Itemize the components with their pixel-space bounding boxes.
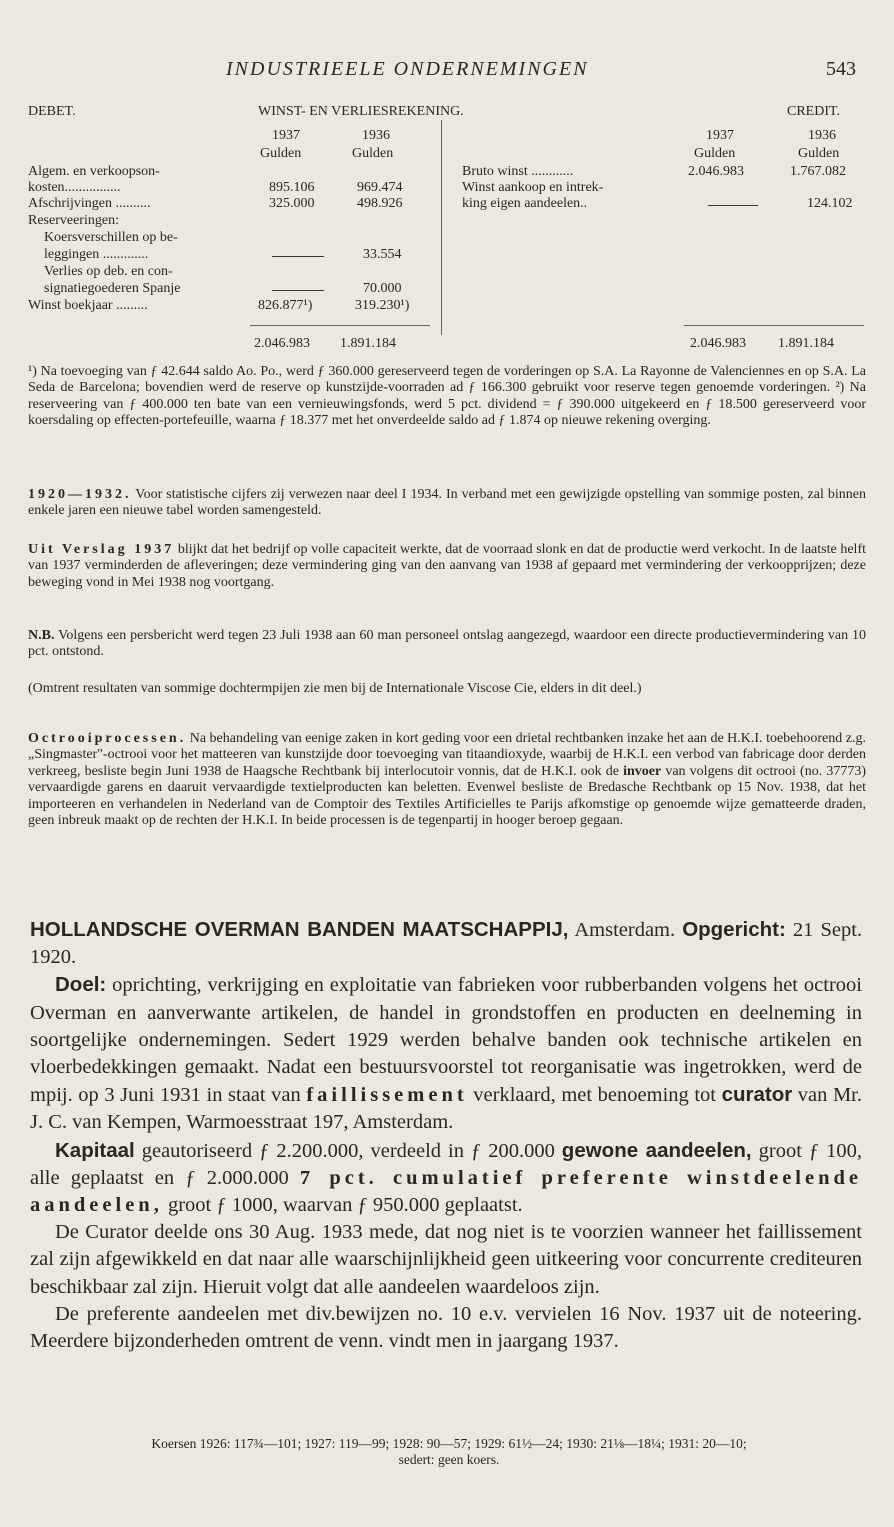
year-header-1937: 1937 bbox=[706, 128, 734, 143]
body-text: blijkt dat het bedrijf op volle capaciteit werkte, dat de voorraad slonk en dat de productie werd verkocht. In de laatste helft van 1937 verminderden de afleveringen; deze vermindering ging van den aanvang van 1938 af gepaard met vermindering der verkoopprijzen; deze beweging vond in Mei 1938 nog voortgang. bbox=[28, 542, 867, 590]
credit-label: CREDIT. bbox=[787, 104, 841, 119]
paragraph-omtrent: (Omtrent resultaten van sommige dochtermpijen zie men bij de Internationale Viscose Cie, elders in dit deel.) bbox=[28, 681, 642, 696]
row-label: leggingen ............. bbox=[44, 247, 149, 262]
curator-paragraph: De Curator deelde ons 30 Aug. 1933 mede, dat nog niet is te voorzien wanneer het faillissement zal zijn afgewikkeld en dat naar alle waarschijnlijkheid geen uitkeering voor concurrente crediteuren beschikbaar zal zijn. Hieruit volgt dat alle aandeelen waardeloos zijn. bbox=[30, 1221, 862, 1298]
unit-header: Gulden bbox=[798, 146, 840, 161]
total-rule bbox=[684, 325, 864, 326]
body-text: groot ƒ 1000, waarvan ƒ 950.000 geplaatst. bbox=[162, 1194, 523, 1217]
running-head: INDUSTRIEELE ONDERNEMINGEN bbox=[226, 58, 589, 80]
column-divider bbox=[441, 120, 442, 335]
year-header-1937: 1937 bbox=[272, 128, 300, 143]
footnote: ¹) Na toevoeging van ƒ 42.644 saldo Ao. Po., werd ƒ 360.000 gereserveerd tegen de vorderingen op S.A. La Rayonne de Valenciennes en op S.A. La Seda de Barcelona; bovendien werd de reserve op kunstzijde-voorraden ad ƒ 166.300 gebruikt voor reserve tegen genoemde vorderingen. ²) Na reserveering van ƒ 400.000 ten bate van een vernieuwingsfonds, werd 5 pct. dividend = ƒ 390.000 uitgekeerd en ƒ 18.500 gereserveerd voor koersdaling op effecten-portefeuille, waarna ƒ 18.377 met het onverdeelde saldo ad ƒ 1.874 op nieuwe rekening overging. bbox=[28, 364, 866, 429]
body-text: oprichting, verkrijging en exploitatie van fabrieken voor rubberbanden volgens het octrooi Overman en aanverwante artikelen, de handel in grondstoffen en producten en deelneming in soortgelijke ondernemingen. Sedert 1929 werden behalve banden ook technische artikelen en vloerbedekkingen gemaakt. Nadat een bestuursvoorstel tot reorganisatie was ingetrokken, werd de mpij. op 3 Juni 1931 in staat van bbox=[30, 974, 862, 1107]
total-rule bbox=[250, 325, 430, 326]
company-section bbox=[30, 916, 862, 1355]
koersen-line: Koersen 1926: 117¾—101; 1927: 119—99; 1928: 90—57; 1929: 61½—24; 1930: 21⅛—18¼; 1931: 20—10; bbox=[151, 1436, 747, 1451]
row-label: kosten................ bbox=[28, 180, 121, 195]
paragraph-1920-1932 bbox=[28, 487, 866, 520]
company-city: Amsterdam. bbox=[568, 919, 676, 941]
value: 2.046.983 bbox=[688, 164, 744, 179]
koersen-line: sedert: geen koers. bbox=[398, 1452, 500, 1467]
year-header-1936: 1936 bbox=[808, 128, 836, 143]
row-label: Algem. en verkoopson- bbox=[28, 164, 160, 179]
unit-header: Gulden bbox=[694, 146, 736, 161]
value: 969.474 bbox=[357, 180, 403, 195]
value: 325.000 bbox=[269, 196, 315, 211]
value: 319.230¹) bbox=[355, 298, 410, 313]
row-label: Winst aankoop en intrek- bbox=[462, 180, 604, 195]
value: 33.554 bbox=[363, 247, 402, 262]
year-header-1936: 1936 bbox=[362, 128, 390, 143]
row-label: king eigen aandeelen.. bbox=[462, 196, 588, 211]
account-title: WINST- EN VERLIESREKENING. bbox=[258, 104, 464, 119]
body-text: van volgens dit octrooi (no. 37773) vervaardigde garens en daaruit vervaardigde textielproducten kan beletten. Evenwel besliste de Bredasche Rechtbank op 15 Nov. 1938, dat het importeeren en verhandelen in Nederland van de Comptoir des Textiles Artificielles te Parijs afkomstige op genoemde wijze gematteerde draden, geen inbreuk maakt op de rechten der H.K.I. In beide processen is de tegenpartij in hooger beroep gegaan. bbox=[28, 763, 866, 829]
bold-text: curator bbox=[721, 1083, 793, 1107]
unit-header: Gulden bbox=[352, 146, 394, 161]
body-text: geautoriseerd ƒ 2.200.000, verdeeld in ƒ 200.000 bbox=[134, 1139, 562, 1162]
row-label: Reserveeringen: bbox=[28, 213, 119, 228]
total: 2.046.983 bbox=[254, 336, 310, 351]
total: 1.891.184 bbox=[778, 336, 834, 351]
preferente-paragraph: De preferente aandeelen met div.bewijzen no. 10 e.v. vervielen 16 Nov. 1937 uit de noteering. Meerdere bijzonderheden omtrent de venn. vindt men in jaargang 1937. bbox=[30, 1302, 862, 1353]
value: 826.877¹) bbox=[258, 298, 313, 313]
lead-text: Octrooiprocessen. bbox=[28, 731, 187, 746]
lead-text: Uit Verslag 1937 bbox=[28, 542, 175, 557]
debet-label: DEBET. bbox=[28, 104, 76, 119]
paragraph-nb bbox=[28, 628, 866, 661]
value: 70.000 bbox=[363, 281, 402, 296]
bold-text: gewone aandeelen, bbox=[561, 1138, 752, 1162]
page-number: 543 bbox=[826, 58, 856, 80]
company-heading bbox=[30, 916, 862, 971]
row-label: Bruto winst ............ bbox=[462, 164, 574, 179]
body-text: Na behandeling van eenige zaken in kort geding voor een drietal rechtbanken inzake het aan de H.K.I. toebehoorend z.g. „Singmaster"-octrooi voor het matteeren van kunstzijde door toevoeging van titaandioxyde, waarbij de H.K.I. een verbod van fabricage door derden verkreeg, besliste begin Juni 1938 de Haagsche Rechtbank bij interlocutoir vonnis, dat de H.K.I. ook de bbox=[28, 731, 866, 779]
lead-text: 1920—1932. bbox=[28, 487, 132, 502]
doel-label: Doel: bbox=[55, 973, 107, 997]
spaced-text: faillissement bbox=[306, 1084, 468, 1107]
row-label: Winst boekjaar ......... bbox=[28, 298, 148, 313]
spaced-text: 7 pct. cumulatief preferente winstdeelende aandeelen, bbox=[30, 1166, 862, 1217]
row-label: Koersverschillen op be- bbox=[44, 230, 178, 245]
kapitaal-paragraph bbox=[30, 1137, 862, 1220]
body-text: groot ƒ 100, alle geplaatst en ƒ 2.000.000 bbox=[30, 1139, 862, 1189]
bold-text: invoer bbox=[623, 763, 662, 779]
value: 1.767.082 bbox=[790, 164, 846, 179]
body-text: van Mr. J. C. van Kempen, Warmoesstraat 197, Amsterdam. bbox=[30, 1084, 863, 1134]
koersen bbox=[34, 1436, 864, 1468]
paragraph-octrooiprocessen bbox=[28, 731, 866, 829]
row-label: Afschrijvingen .......... bbox=[28, 196, 151, 211]
kapitaal-label: Kapitaal bbox=[55, 1138, 135, 1162]
body-text: Volgens een persbericht werd tegen 23 Juli 1938 aan 60 man personeel ontslag aangezegd, waardoor een directe productievermindering van 10 pct. ontstond. bbox=[28, 628, 866, 660]
total: 1.891.184 bbox=[340, 336, 396, 351]
body-text: verklaard, met benoeming tot bbox=[467, 1084, 722, 1107]
row-label: signatiegoederen Spanje bbox=[44, 281, 181, 296]
unit-header: Gulden bbox=[260, 146, 302, 161]
value: 124.102 bbox=[807, 196, 853, 211]
paragraph-verslag bbox=[28, 542, 866, 591]
value: 498.926 bbox=[357, 196, 403, 211]
dash bbox=[272, 290, 324, 291]
dash bbox=[272, 256, 324, 257]
opgericht-label: Opgericht: bbox=[682, 918, 786, 941]
doel-paragraph bbox=[30, 971, 862, 1136]
company-name: HOLLANDSCHE OVERMAN BANDEN MAATSCHAPPIJ, bbox=[30, 918, 569, 941]
total: 2.046.983 bbox=[690, 336, 746, 351]
opgericht-value: 21 Sept. 1920. bbox=[30, 919, 863, 969]
body-text: Voor statistische cijfers zij verwezen naar deel I 1934. In verband met een gewijzigde opstelling van sommige posten, zal binnen enkele jaren een nieuwe tabel worden samengesteld. bbox=[28, 487, 866, 519]
dash bbox=[708, 205, 758, 206]
lead-text: N.B. bbox=[28, 628, 55, 643]
value: 895.106 bbox=[269, 180, 315, 195]
row-label: Verlies op deb. en con- bbox=[44, 264, 173, 279]
